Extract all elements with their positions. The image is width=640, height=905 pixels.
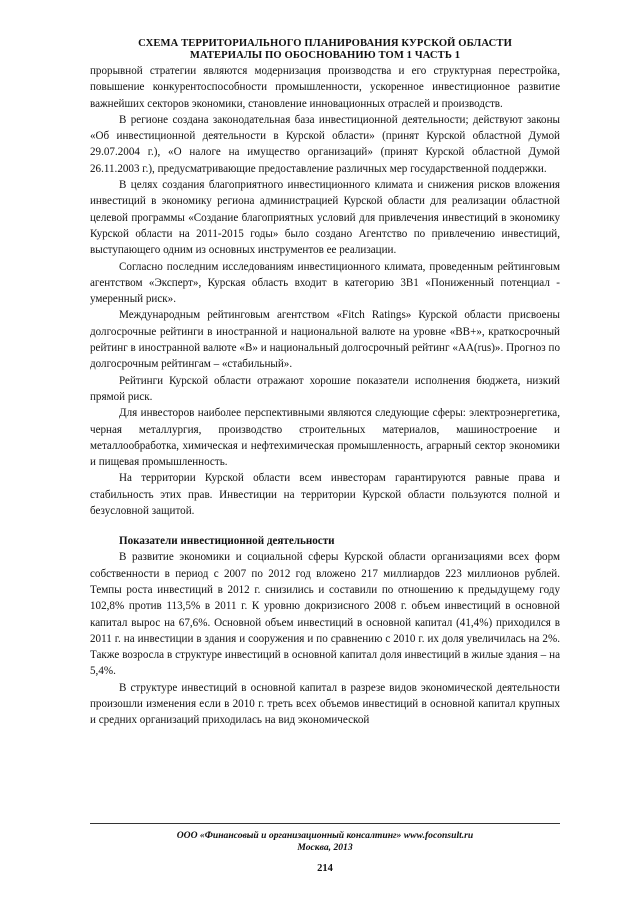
paragraph: На территории Курской области всем инвесторам гарантируются равные права и стабильность этих прав. Инвестиции на территории Курской области пользуются полной и безусловной защитой.: [90, 472, 560, 518]
document-header: [90, 38, 560, 62]
footer-organization: ООО «Финансовый и организационный консалтинг» www.foconsult.ru: [176, 830, 474, 841]
paragraph: В развитие экономики и социальной сферы Курской области организациями всех форм собственности в период с 2007 по 2012 год вложено 217 миллиардов 223 миллионов рублей. Темпы роста инвестиций в 2012 г. снизились и составили по отношению к предыдущему году 102,8% против 113,5% в 2011 г. К уровню докризисного 2008 г. объем инвестиций в основной капитал вырос на 67,6%. Основной объем инвестиций в основной капитал (41,4%) приходился в 2011 г. на инвестиции в здания и сооружения и по сравнению с 2010 г. их доля увеличилась на 2%. Также возросла в структуре инвестиций в основной капитал доля инвестиций в жилые здания – на 5,4%.: [90, 551, 560, 678]
paragraph: Рейтинги Курской области отражают хорошие показатели исполнения бюджета, низкий прямой риск.: [90, 374, 560, 403]
page-number: 214: [317, 863, 333, 874]
paragraph: В регионе создана законодательная база инвестиционной деятельности; действуют законы «Об инвестиционной деятельности в Курской области» (принят Курской областной Думой 29.07.2004 г.), «О налоге на имущество организаций» (принят Курской областной Думой 26.11.2003 г.), предусматривающие предоставление различных мер государственной поддержки.: [90, 113, 560, 175]
paragraph: Международным рейтинговым агентством «Fitch Ratings» Курской области присвоены долгосрочные рейтинги в иностранной и национальной валюте на уровне «ВВ+», краткосрочный рейтинг в иностранной валюте «В» и национальный долгосрочный рейтинг «АА(rus)». Прогноз по долгосрочным рейтингам – «стабильный».: [90, 309, 560, 371]
header-subtitle: МАТЕРИАЛЫ ПО ОБОСНОВАНИЮ ТОМ 1 ЧАСТЬ 1: [189, 50, 461, 61]
paragraph: В целях создания благоприятного инвестиционного климата и снижения рисков вложения инвестиций в экономику региона администрацией Курской области для реализации областной целевой программы «Создание благоприятных условий для привлечения инвестиций в экономику Курской области на 2011-2015 годы» было создано Агентство по привлечению инвестиций, выступающего одним из основных инструментов ее реализации.: [90, 179, 560, 257]
section-heading: Показатели инвестиционной деятельности: [119, 535, 335, 548]
paragraph: В структуре инвестиций в основной капитал в разрезе видов экономической деятельности произошли изменения если в 2010 г. треть всех объемов инвестиций в основной капитал крупных и средних организаций приходилась на вид экономической: [90, 681, 560, 727]
header-title: СХЕМА ТЕРРИТОРИАЛЬНОГО ПЛАНИРОВАНИЯ КУРСКОЙ ОБЛАСТИ: [138, 38, 512, 49]
paragraph: Согласно последним исследованиям инвестиционного климата, проведенным рейтинговым агентством «Эксперт», Курская область входит в категорию 3В1 «Пониженный потенциал - умеренный риск».: [90, 260, 560, 306]
document-page: [90, 38, 560, 888]
paragraph: Для инвесторов наиболее перспективными являются следующие сферы: электроэнергетика, черная металлургия, производство строительных материалов, машиностроение и металлообработка, химическая и нефтехимическая промышленность, аграрный сектор экономики и пищевая промышленность.: [90, 407, 560, 469]
document-body: [90, 63, 560, 729]
page-footer: [90, 823, 560, 874]
paragraph: прорывной стратегии являются модернизация производства и его структурная перестройка, повышение конкурентоспособности промышленности, ускоренное инвестиционное развитие важнейших секторов экономики, становление инновационных отраслей и производств.: [90, 65, 560, 110]
footer-city-year: Москва, 2013: [297, 842, 353, 853]
